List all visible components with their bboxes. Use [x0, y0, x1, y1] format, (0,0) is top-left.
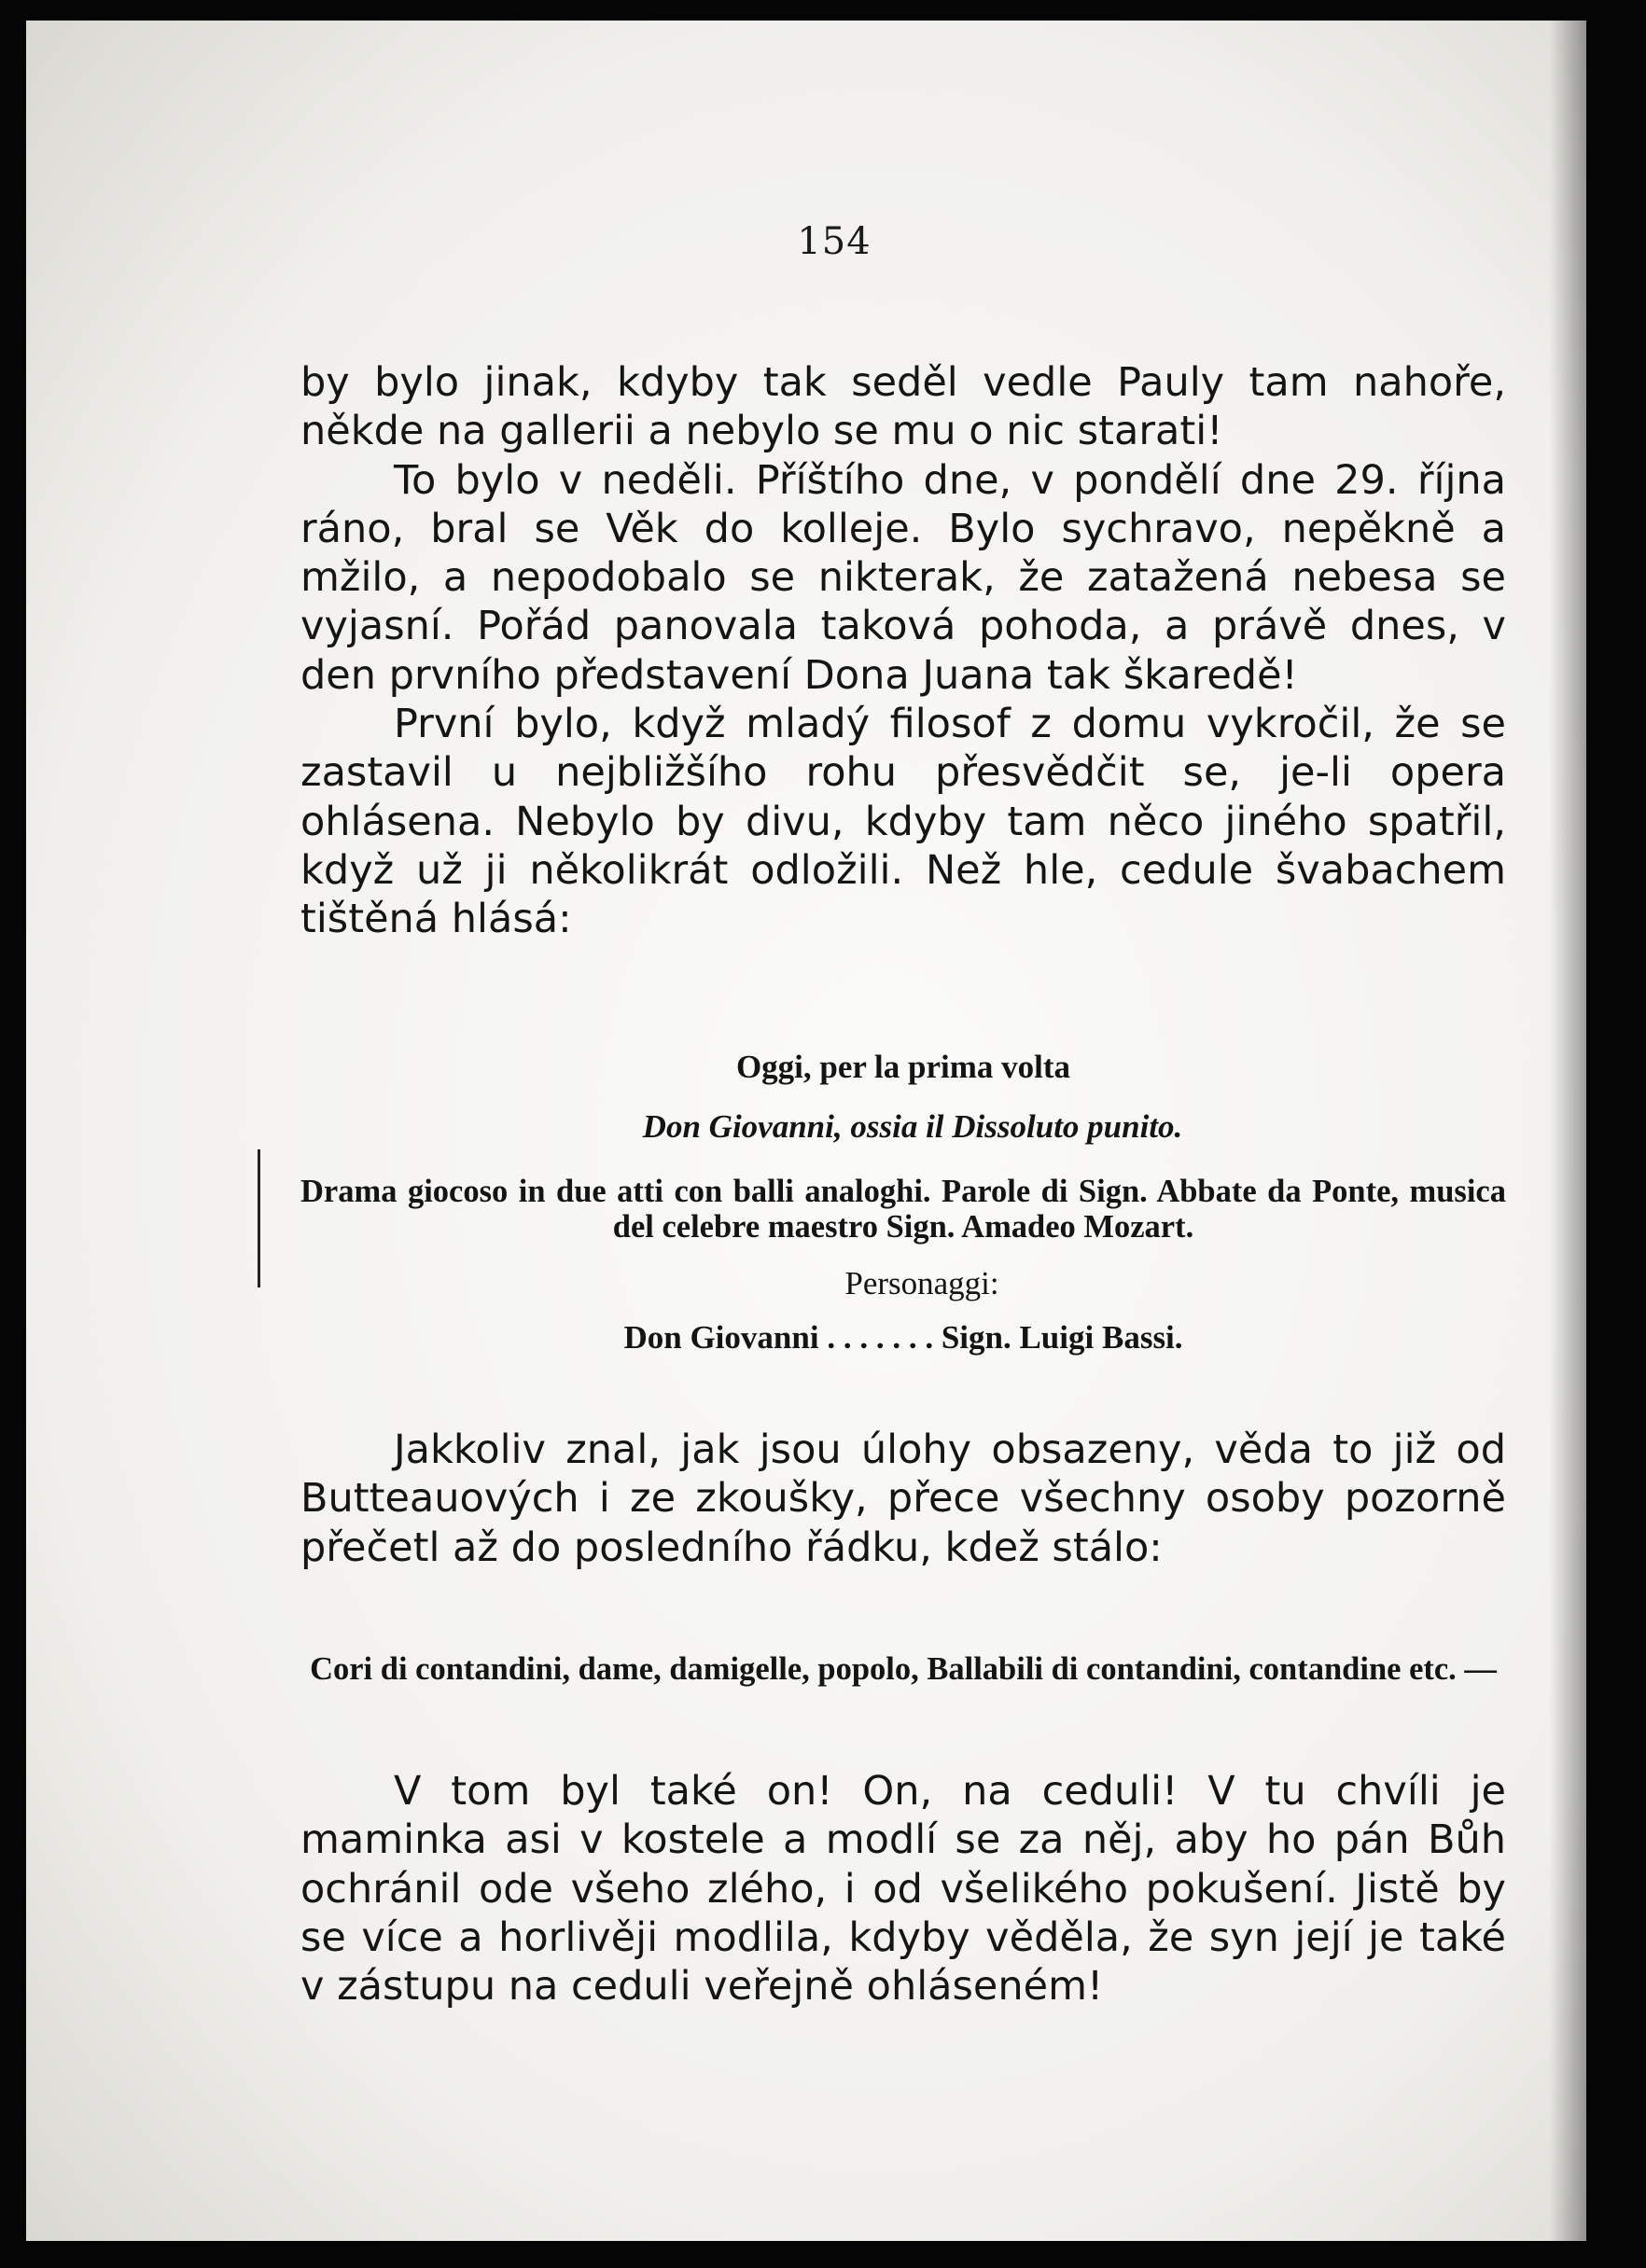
playbill-first-performance: Oggi, per la prima volta — [735, 1049, 1071, 1085]
page-number: 154 — [797, 220, 872, 263]
prose-block-top — [300, 358, 1506, 944]
paragraph-roles: Jakkoliv znal, jak jsou úlohy obsazeny, věda to již od Butteauových i ze zkoušky, přece všechny osoby pozorně přečetl až do posledního řádku, kdež stálo: — [300, 1426, 1506, 1571]
playbill-chorus — [300, 1651, 1506, 1687]
cast-performer: Sign. Luigi Bassi. — [941, 1319, 1183, 1356]
paragraph-monday: To bylo v neděli. Příštího dne, v pondělí dne 29. října ráno, bral se Věk do kolleje. Bylo sychravo, nepěkně a mžilo, a nepodobalo se nikterak, že zatažená nebesa se vyjasní. Pořád panovala taková pohoda, a právě dnes, v den prvního představení Dona Juana tak škaredě! — [300, 456, 1506, 699]
book-page — [26, 21, 1586, 2241]
playbill-personaggi: Personaggi: — [844, 1265, 999, 1301]
page-edge-shadow — [1549, 21, 1586, 2241]
playbill-opera-title: Don Giovanni, ossia il Dissoluto punito. — [642, 1108, 1183, 1145]
playbill-description: Drama giocoso in due atti con balli analoghi. Parole di Sign. Abbate da Ponte, musica del celebre maestro Sign. Amadeo Mozart. — [300, 1174, 1506, 1245]
playbill-cast-line — [300, 1319, 1506, 1357]
playbill-chorus-line: Cori di contandini, dame, damigelle, popolo, Ballabili di contandini, contandine etc. — — [310, 1651, 1497, 1687]
cast-dots: . . . . . . . — [827, 1319, 934, 1356]
paragraph-on-the-bill: V tom byl také on! On, na ceduli! V tu chvíli je maminka asi v kostele a modlí se za něj, aby ho pán Bůh ochránil ode všeho zlého, i od všelikého pokušení. Jistě by se více a horlivěji modlila, kdyby věděla, že syn její je také v zástupu na ceduli veřejně ohláseném! — [300, 1768, 1506, 2011]
playbill — [300, 1049, 1506, 1357]
paragraph-continuation: by bylo jinak, kdyby tak seděl vedle Pauly tam nahoře, někde na gallerii a nebylo se mu o nic starati! — [300, 359, 1506, 455]
prose-block-bottom — [300, 1767, 1506, 2011]
margin-bracket — [258, 1149, 260, 1287]
paragraph-playbill-intro: První bylo, když mladý filosof z domu vykročil, že se zastavil u nejbližšího rohu přesvědčit se, je-li opera ohlásena. Nebylo by divu, kdyby tam něco jiného spatřil, když už ji několikrát odložili. Než hle, cedule švabachem tištěná hlásá: — [300, 701, 1506, 943]
cast-role: Don Giovanni — [623, 1319, 819, 1356]
prose-block-middle — [300, 1426, 1506, 1572]
